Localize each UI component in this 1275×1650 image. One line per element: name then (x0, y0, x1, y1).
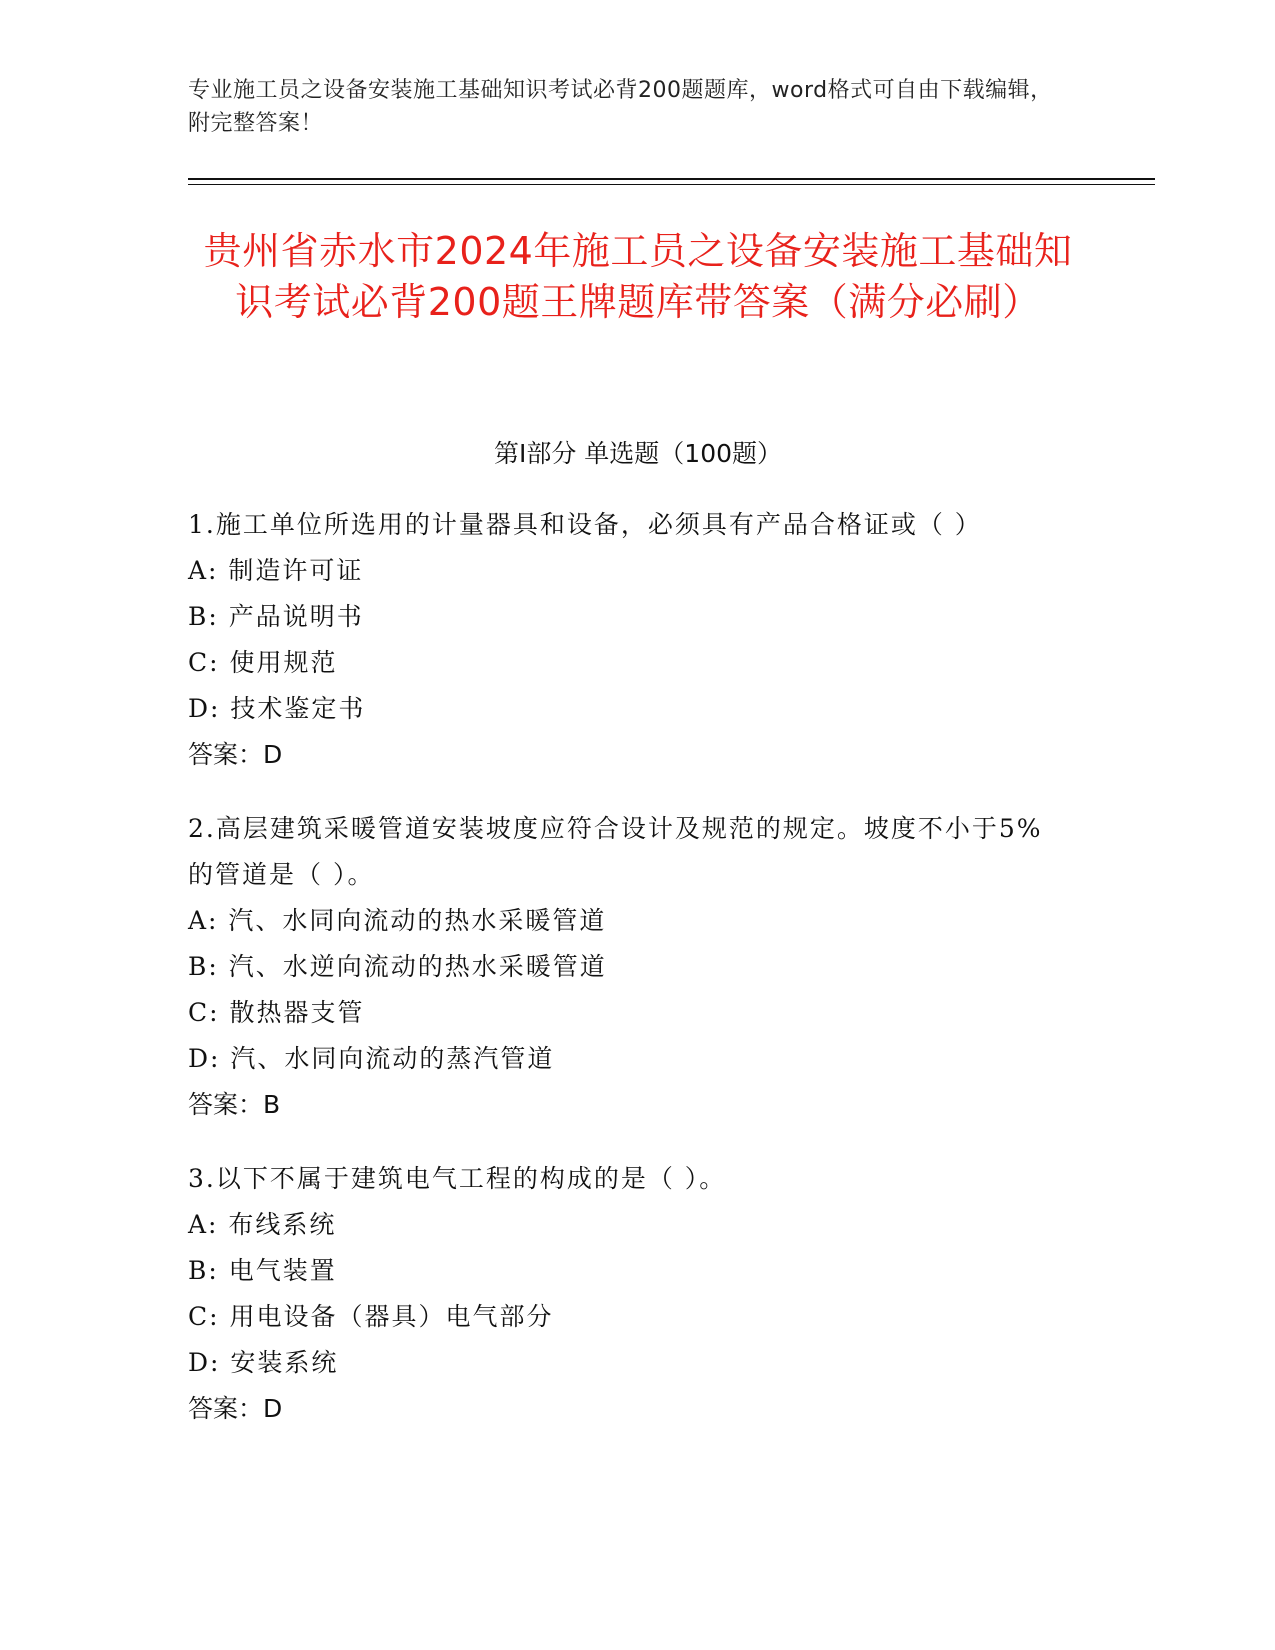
option-c: C: 散热器支管 (188, 998, 365, 1027)
option-d: D: 汽、水同向流动的蒸汽管道 (188, 1044, 555, 1073)
header-divider-thick (188, 178, 1155, 180)
document-title: 贵州省赤水市2024年施工员之设备安装施工基础知识考试必背200题王牌题库带答案（满分必刷） (203, 229, 1073, 324)
option-c: C: 使用规范 (188, 648, 338, 677)
option-b: B: 汽、水逆向流动的热水采暖管道 (188, 952, 607, 981)
header-note: 专业施工员之设备安装施工基础知识考试必背200题题库，word格式可自由下载编辑，附完整答案！ (188, 78, 1053, 136)
option-c: C: 用电设备（器具）电气部分 (188, 1302, 554, 1331)
question-3 (188, 1156, 1068, 1432)
question-stem: 2.高层建筑采暖管道安装坡度应符合设计及规范的规定。坡度不小于5%的管道是（ ）。 (188, 814, 1043, 889)
question-stem: 3.以下不属于建筑电气工程的构成的是（ ）。 (188, 1164, 727, 1193)
answer-line: 答案：B (188, 1090, 281, 1119)
question-1 (188, 502, 1068, 778)
answer-line: 答案：D (188, 740, 283, 769)
section-title: 第I部分 单选题（100题） (493, 439, 783, 468)
question-2 (188, 806, 1068, 1128)
option-b: B: 电气装置 (188, 1256, 337, 1285)
option-a: A: 布线系统 (188, 1210, 337, 1239)
option-a: A: 制造许可证 (188, 556, 364, 585)
option-b: B: 产品说明书 (188, 602, 364, 631)
option-d: D: 技术鉴定书 (188, 694, 366, 723)
option-a: A: 汽、水同向流动的热水采暖管道 (188, 906, 607, 935)
option-d: D: 安装系统 (188, 1348, 339, 1377)
question-stem: 1.施工单位所选用的计量器具和设备，必须具有产品合格证或（ ） (188, 510, 982, 539)
header-divider-thin (188, 184, 1155, 185)
answer-line: 答案：D (188, 1394, 283, 1423)
